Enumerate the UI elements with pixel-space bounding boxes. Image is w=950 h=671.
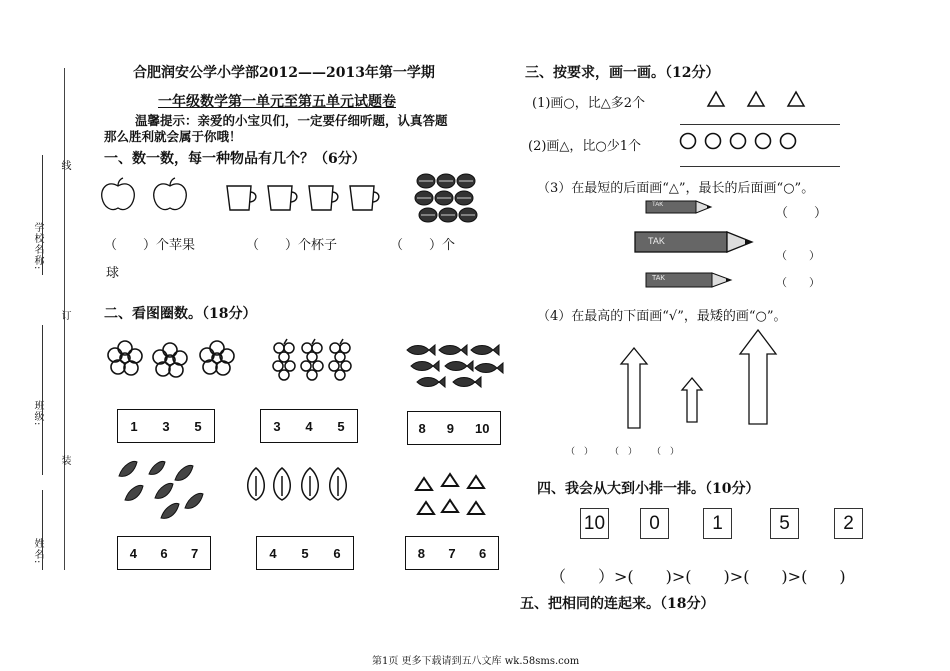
flowers-illustration — [105, 340, 250, 380]
number-card-0: 0 — [640, 508, 669, 539]
number-card-2: 2 — [834, 508, 863, 539]
class-underline — [42, 325, 43, 475]
binding-label-line: 线 — [59, 160, 70, 171]
section2-title: 二、看图圈数。（18分） — [104, 306, 257, 322]
q3-blank-short[interactable]: （ ） — [775, 206, 828, 221]
option-3[interactable]: 3 — [162, 418, 170, 434]
tip-line-1: 温馨提示：亲爱的小宝贝们，一定要仔细听题，认真答题 — [135, 113, 448, 128]
option-6[interactable]: 6 — [333, 545, 341, 561]
q3-text: （3）在最短的后面画“△”，最长的后面画“○”。 — [537, 181, 815, 196]
option-3[interactable]: 3 — [273, 418, 281, 434]
circle-number-box-leaves[interactable] — [117, 536, 211, 570]
fish-illustration — [405, 342, 505, 392]
tip-line-2: 那么胜利就会属于你哦！ — [104, 129, 242, 144]
balls-answer-wrap: 球 — [106, 266, 120, 281]
option-6[interactable]: 6 — [479, 545, 487, 561]
option-4[interactable]: 4 — [269, 545, 277, 561]
option-8[interactable]: 8 — [417, 545, 425, 561]
q1-answer-line[interactable] — [680, 124, 840, 125]
grapes-illustration — [270, 338, 355, 390]
school-title: 合肥润安公学小学部2012——2013年第一学期 — [133, 65, 435, 81]
option-8[interactable]: 8 — [418, 420, 426, 436]
section5-title: 五、把相同的连起来。（18分） — [520, 596, 715, 612]
number-card-1: 1 — [703, 508, 732, 539]
circle-number-box-grapes[interactable] — [260, 409, 358, 443]
footer-text: 第1页 更多下载请到五八文库 wk.58sms.com — [372, 656, 580, 667]
number-card-10: 10 — [580, 508, 609, 539]
option-5[interactable]: 5 — [194, 418, 202, 434]
q4-text: （4）在最高的下面画“√”，最矮的画“○”。 — [537, 309, 787, 324]
binding-label-bind: 装 — [59, 455, 70, 466]
pencil-long-label: TAK — [648, 236, 665, 246]
school-name-label: 学校名称: — [32, 222, 43, 271]
option-7[interactable]: 7 — [448, 545, 456, 561]
leaves-illustration — [115, 460, 205, 522]
balls-answer[interactable]: （ ）个 — [390, 238, 456, 253]
school-name-underline — [42, 155, 43, 275]
arrows-illustration — [618, 328, 780, 430]
q2-text: (2)画△，比○少1个 — [528, 139, 642, 154]
q2-answer-line[interactable] — [680, 166, 840, 167]
balls-illustration — [414, 172, 480, 226]
q1-triangles — [706, 90, 806, 108]
option-5[interactable]: 5 — [301, 545, 309, 561]
apples-answer[interactable]: （ ）个苹果 — [104, 238, 196, 253]
circle-number-box-buds[interactable] — [256, 536, 354, 570]
option-4[interactable]: 4 — [129, 545, 137, 561]
section4-title: 四、我会从大到小排一排。（10分） — [537, 481, 760, 497]
q3-blank-medium[interactable]: （ ） — [776, 276, 820, 289]
q3-blank-long[interactable]: （ ） — [776, 249, 820, 262]
ordering-answer-line[interactable]: （ ）>( )>( )>( )>( ) — [550, 567, 846, 586]
option-7[interactable]: 7 — [191, 545, 199, 561]
option-10[interactable]: 10 — [475, 420, 490, 436]
q4-blank-2[interactable]: （ ） — [610, 447, 638, 457]
name-underline — [42, 490, 43, 570]
pencil-medium-label: TAK — [652, 275, 666, 282]
option-4[interactable]: 4 — [305, 418, 313, 434]
exam-title: 一年级数学第一单元至第五单元试题卷 — [158, 94, 396, 110]
q4-blank-1[interactable]: （ ） — [566, 447, 594, 457]
triangles-illustration — [414, 474, 489, 518]
pencil-short-label: TAK — [652, 202, 664, 208]
option-5[interactable]: 5 — [337, 418, 345, 434]
q1-text: (1)画○，比△多2个 — [532, 96, 646, 111]
q4-blank-3[interactable]: （ ） — [652, 447, 680, 457]
binding-label-staple: 订 — [59, 310, 70, 321]
cups-illustration — [225, 184, 385, 214]
circle-number-box-fish[interactable] — [407, 411, 501, 445]
circle-number-box-flowers[interactable] — [117, 409, 215, 443]
name-label: 姓名: — [32, 538, 43, 565]
cups-answer[interactable]: （ ）个杯子 — [246, 238, 338, 253]
buds-illustration — [244, 466, 354, 506]
q2-circles — [678, 131, 800, 151]
apples-illustration — [100, 178, 200, 214]
class-label: 班级: — [32, 400, 43, 427]
option-1[interactable]: 1 — [130, 418, 138, 434]
circle-number-box-triangles[interactable] — [405, 536, 499, 570]
number-card-5: 5 — [770, 508, 799, 539]
section1-title: 一、数一数，每一种物品有几个？（6分） — [104, 151, 366, 167]
option-9[interactable]: 9 — [446, 420, 454, 436]
option-6[interactable]: 6 — [160, 545, 168, 561]
section3-title: 三、按要求，画一画。（12分） — [525, 65, 720, 81]
